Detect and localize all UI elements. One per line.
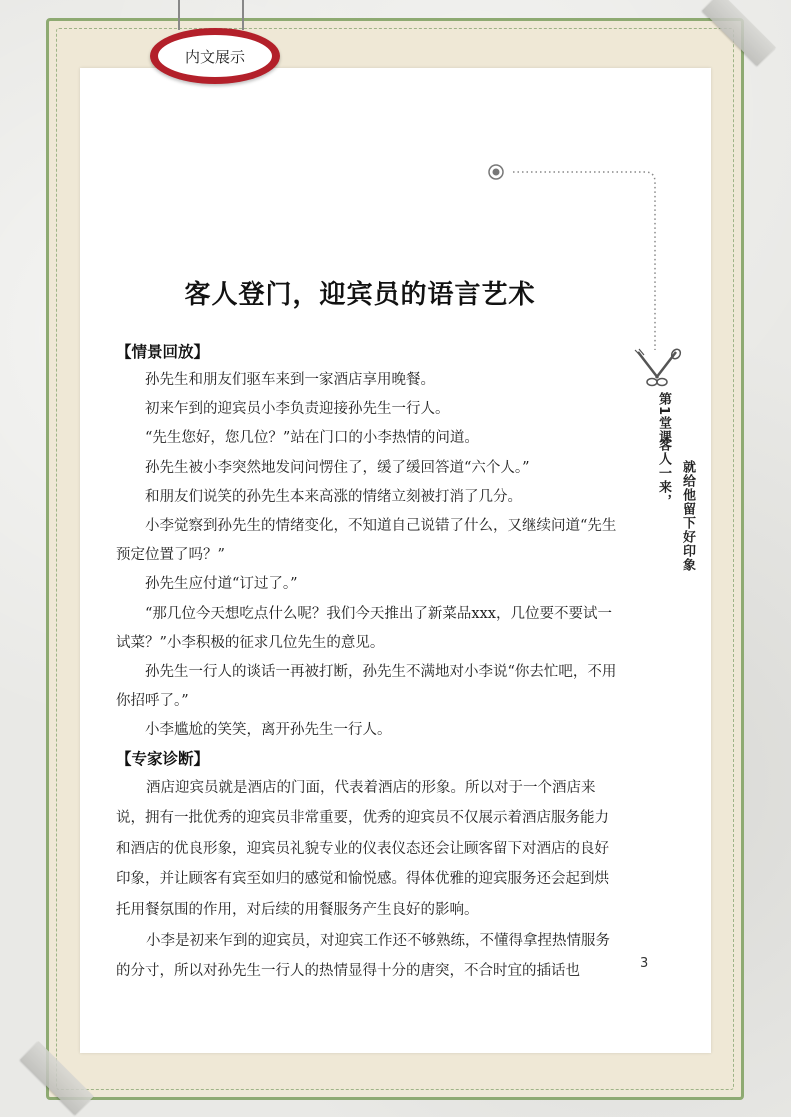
scene-paragraph: 孙先生一行人的谈话一再被打断，孙先生不满地对小李说“你去忙吧，不用你招呼了。” <box>116 664 617 710</box>
page-title: 客人登门，迎宾员的语言艺术 <box>184 280 536 310</box>
lesson-theme-line2: 就给他留下好印象 <box>680 460 695 572</box>
scene-paragraph: 和朋友们说笑的孙先生本来高涨的情绪立刻被打消了几分。 <box>145 488 522 505</box>
scene-paragraph: “那几位今天想吃点什么呢？我们今天推出了新菜品xxx，几位要不要试一试菜？”小李积极的征求几位先生的意见。 <box>116 605 612 651</box>
scene-paragraph: 小李尴尬的笑笑，离开孙先生一行人。 <box>145 722 392 739</box>
scene-paragraph: 孙先生被小李突然地发问问愣住了，缓了缓回答道“六个人。” <box>145 459 530 476</box>
scene-paragraph: 孙先生应付道“订过了。” <box>145 576 298 593</box>
dotted-ornament <box>487 160 659 350</box>
badge-label: 内文展示 <box>157 34 273 78</box>
scene-paragraph: 小李觉察到孙先生的情绪变化，不知道自己说错了什么，又继续问道“先生预定位置了吗？” <box>116 518 617 564</box>
page-number: 3 <box>640 956 649 971</box>
scene-paragraph: “先生您好，您几位？”站在门口的小李热情的问道。 <box>145 430 479 447</box>
lesson-theme-line1: 客人一来， <box>656 438 671 508</box>
page-content <box>116 339 622 987</box>
scene-paragraph: 孙先生和朋友们驱车来到一家酒店享用晚餐。 <box>145 372 435 388</box>
lesson-label: 第1堂课 <box>656 392 671 445</box>
scene-heading: 【情景回放】 <box>116 343 210 361</box>
scene-paragraph: 初来乍到的迎宾员小李负责迎接孙先生一行人。 <box>145 401 450 418</box>
hanging-pin-left <box>176 0 182 30</box>
expert-paragraph: 酒店迎宾员就是酒店的门面，代表着酒店的形象。所以对于一个酒店来说，拥有一批优秀的迎宾员非常重要，优秀的迎宾员不仅展示着酒店服务能力和酒店的优良形象，迎宾员礼貌专业的仪表仪态还会让顾客留下对酒店的良好印象，并让顾客有宾至如归的感觉和愉悦感。得体优雅的迎宾服务还会起到烘托用餐氛围的作用，对后续的用餐服务产生良好的影响。 <box>116 779 609 919</box>
fork-spoon-icon <box>632 348 682 390</box>
section-badge <box>150 28 280 84</box>
expert-heading: 【专家诊断】 <box>116 749 210 768</box>
expert-paragraph: 小李是初来乍到的迎宾员，对迎宾工作还不够熟练，不懂得拿捏热情服务的分寸，所以对孙先生一行人的热情显得十分的唐突，不合时宜的插话也 <box>116 932 610 980</box>
hanging-pin-right <box>240 0 246 30</box>
